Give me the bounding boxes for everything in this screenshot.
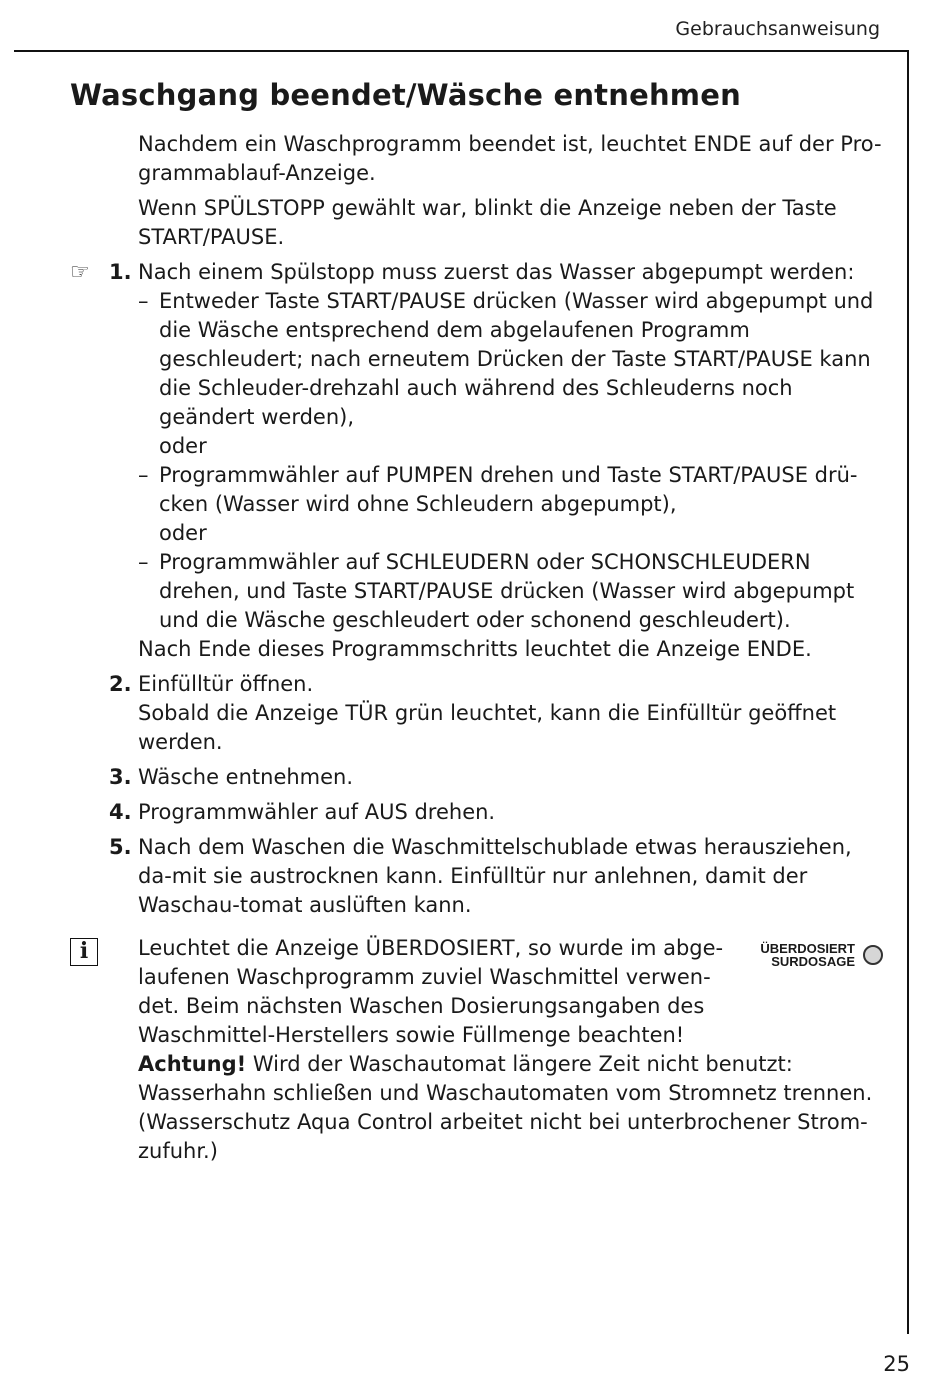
step-number: 1. xyxy=(109,260,132,284)
content xyxy=(70,130,883,1172)
option-or: oder xyxy=(159,434,207,458)
step-4 xyxy=(109,798,883,827)
step-text: Nach dem Waschen die Waschmittelschublade etwas herausziehen, da-mit sie austrocknen kann. Einfülltür nur anlehnen, damit der Waschau-tomat auslüften kann. xyxy=(138,835,852,917)
page-number: 25 xyxy=(883,1352,910,1376)
margin-rule xyxy=(907,50,909,1334)
step-5 xyxy=(109,833,883,920)
step-3 xyxy=(109,763,883,792)
step-number: 4. xyxy=(109,800,132,824)
step-after: Nach Ende dieses Programmschritts leuchtet die Anzeige ENDE. xyxy=(138,637,812,661)
step-text: Programmwähler auf AUS drehen. xyxy=(138,800,496,824)
warning-label: Achtung! xyxy=(138,1052,247,1076)
step-detail: Sobald die Anzeige TÜR grün leuchtet, kann die Einfülltür geöffnet werden. xyxy=(138,701,837,754)
dash-mark: – xyxy=(138,550,149,574)
header-rule xyxy=(14,50,909,52)
option-text: Programmwähler auf SCHLEUDERN oder SCHONSCHLEUDERN drehen, und Taste START/PAUSE drücken (Wasser wird abgepumpt und die Wäsche geschleudert oder schonend geschleudert). xyxy=(159,550,855,632)
warning-text: Wird der Waschautomat längere Zeit nicht benutzt: Wasserhahn schließen und Waschautomaten vom Stromnetz trennen. (Wasserschutz Aqua Control arbeitet nicht bei unterbrochener Strom-zufuhr.) xyxy=(138,1052,873,1163)
indicator-label xyxy=(760,942,855,968)
option-text: Entweder Taste START/PAUSE drücken (Wasser wird abgepumpt und die Wäsche entsprechend dem abgelaufenen Programm geschleudert; nach erneutem Drücken der Taste START/PAUSE kann die Schleuder-drehzahl auch während des Schleuderns noch geändert werden), xyxy=(159,289,874,429)
option-item xyxy=(138,548,883,635)
info-note xyxy=(79,934,883,1050)
indicator-label-fr: SURDOSAGE xyxy=(771,954,855,969)
option-item xyxy=(138,461,883,548)
option-or: oder xyxy=(159,521,207,545)
intro-paragraph: Wenn SPÜLSTOPP gewählt war, blinkt die Anzeige neben der Taste START/PAUSE. xyxy=(138,196,837,249)
step-text: Einfülltür öffnen. xyxy=(138,672,314,696)
step-text: Wäsche entnehmen. xyxy=(138,765,354,789)
step-number: 2. xyxy=(109,672,132,696)
step-2 xyxy=(109,670,883,757)
step-text: Nach einem Spülstopp muss zuerst das Wasser abgepumpt werden: xyxy=(138,260,855,284)
step-number: 3. xyxy=(109,765,132,789)
overdose-indicator xyxy=(758,942,883,982)
note-text: Leuchtet die Anzeige ÜBERDOSIERT, so wurde im abge-laufenen Waschprogramm zuviel Waschmittel verwen-det. Beim nächsten Waschen Dosierungsangaben des Waschmittel-Herstellers sowie Füllmenge beachten! xyxy=(138,936,724,1047)
warning-paragraph xyxy=(138,1050,883,1166)
step-number: 5. xyxy=(109,835,132,859)
option-text: Programmwähler auf PUMPEN drehen und Taste START/PAUSE drü-cken (Wasser wird ohne Schleudern abgepumpt), xyxy=(159,463,858,516)
info-icon: i xyxy=(70,938,98,966)
header-title: Gebrauchsanweisung xyxy=(675,18,880,40)
indicator-label-de: ÜBERDOSIERT xyxy=(760,941,855,956)
dash-mark: – xyxy=(138,463,149,487)
pointing-hand-icon: ☞ xyxy=(70,260,90,285)
dash-mark: – xyxy=(138,289,149,313)
indicator-led-icon xyxy=(863,945,883,965)
intro-paragraph: Nachdem ein Waschprogramm beendet ist, leuchtet ENDE auf der Pro-grammablauf-Anzeige. xyxy=(138,132,882,185)
step-1 xyxy=(70,258,883,664)
section-heading: Waschgang beendet/Wäsche entnehmen xyxy=(70,78,741,112)
option-item xyxy=(138,287,883,461)
